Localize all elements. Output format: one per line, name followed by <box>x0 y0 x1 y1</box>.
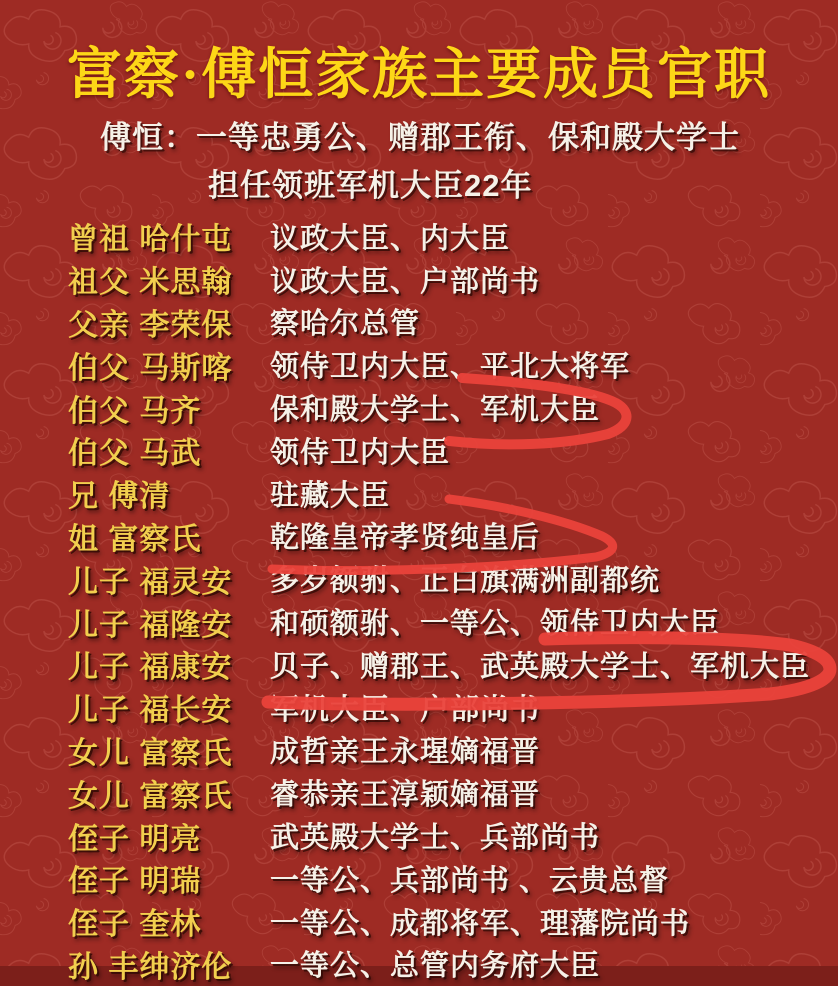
table-row <box>68 472 838 515</box>
official-positions: 议政大臣、内大臣 <box>270 222 511 255</box>
official-positions: 成哲亲王永瑆嫡福晋 <box>270 736 541 769</box>
official-positions: 一等公、成都将军、理藩院尚书 <box>270 907 691 940</box>
official-positions: 议政大臣、户部尚书 <box>270 265 541 298</box>
official-positions: 领侍卫内大臣 <box>270 436 451 469</box>
relation-and-name: 侄子 明亮 <box>68 822 202 856</box>
official-positions: 多岁额驸、正白旗满洲副都统 <box>270 565 661 598</box>
table-row <box>68 343 838 386</box>
table-row <box>68 729 838 772</box>
table-row <box>68 215 838 258</box>
relation-and-name: 儿子 福长安 <box>68 694 233 728</box>
table-row <box>68 643 838 686</box>
relation-and-name: 儿子 福隆安 <box>68 608 233 642</box>
table-row <box>68 814 838 857</box>
relation-and-name: 父亲 李荣保 <box>68 309 233 342</box>
official-positions: 一等公、总管内务府大臣 <box>270 950 601 983</box>
official-positions: 领侍卫内大臣、平北大将军 <box>270 351 631 384</box>
relation-and-name: 姐 富察氏 <box>68 522 202 556</box>
relation-and-name: 伯父 马斯喀 <box>68 351 233 385</box>
official-positions: 驻藏大臣 <box>270 479 391 512</box>
family-table <box>68 215 838 985</box>
relation-and-name: 侄子 奎林 <box>68 908 202 942</box>
table-row <box>68 857 838 900</box>
official-positions: 贝子、赠郡王、武英殿大学士、军机大臣 <box>270 650 811 683</box>
relation-and-name: 兄 傅清 <box>68 480 171 514</box>
page-title: 富察·傅恒家族主要成员官职 <box>66 44 772 105</box>
table-row <box>68 429 838 472</box>
relation-and-name: 祖父 米思翰 <box>68 266 233 300</box>
relation-and-name: 孙 丰绅济伦 <box>68 950 233 984</box>
table-row <box>68 386 838 429</box>
relation-and-name: 女儿 富察氏 <box>68 736 233 770</box>
subtitle-line2: 担任领班军机大臣22年 <box>208 168 533 203</box>
relation-and-name: 儿子 福康安 <box>68 651 233 685</box>
official-positions: 和硕额驸、一等公、领侍卫内大臣 <box>270 608 721 641</box>
subtitle-line1: 傅恒：一等忠勇公、赠郡王衔、保和殿大学士 <box>100 120 740 155</box>
official-positions: 保和殿大学士、军机大臣 <box>270 394 601 427</box>
relation-and-name: 伯父 马武 <box>68 437 202 471</box>
table-row <box>68 943 838 986</box>
table-row <box>68 900 838 943</box>
official-positions: 睿恭亲王淳颖嫡福晋 <box>270 779 541 812</box>
official-positions: 一等公、兵部尚书 、云贵总督 <box>270 864 670 897</box>
relation-and-name: 曾祖 哈什屯 <box>68 223 233 257</box>
relation-and-name: 儿子 福灵安 <box>68 565 233 599</box>
official-positions: 武英殿大学士、兵部尚书 <box>270 822 601 855</box>
table-row <box>68 686 838 729</box>
table-row <box>68 515 838 558</box>
table-row <box>68 557 838 600</box>
relation-and-name: 女儿 富察氏 <box>68 779 233 813</box>
table-row <box>68 600 838 643</box>
table-row <box>68 258 838 301</box>
table-row <box>68 771 838 814</box>
official-positions: 察哈尔总管 <box>270 308 421 341</box>
official-positions: 乾隆皇帝孝贤纯皇后 <box>270 522 541 555</box>
official-positions: 军机大臣、户部尚书 <box>270 693 541 726</box>
relation-and-name: 伯父 马齐 <box>68 394 202 428</box>
table-row <box>68 301 838 344</box>
relation-and-name: 侄子 明瑞 <box>68 865 202 899</box>
